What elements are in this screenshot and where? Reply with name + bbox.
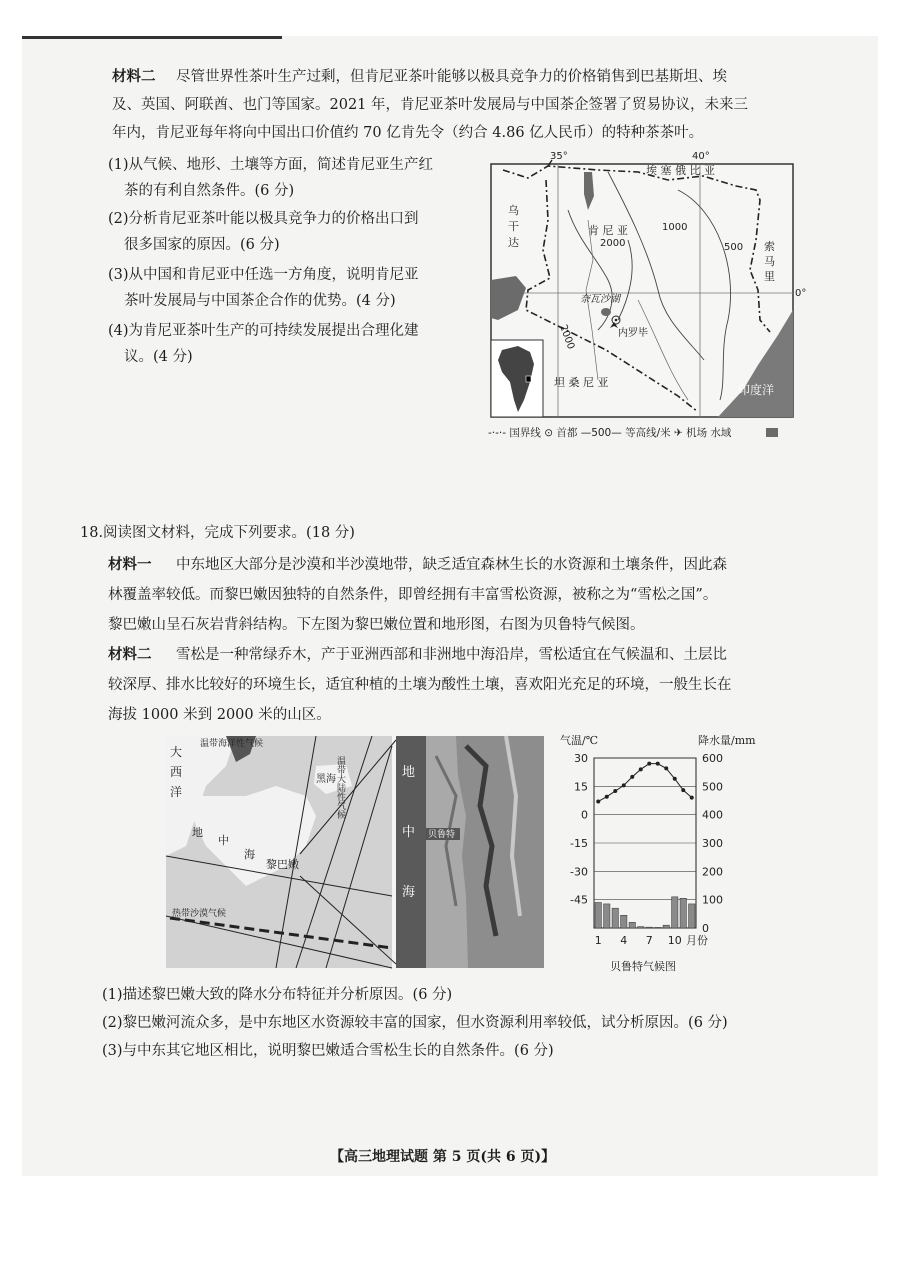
q17-sub1-line2: 茶的有利自然条件。(6 分) [124,183,295,199]
chart-temperature-point [647,762,651,766]
somalia-label-3: 里 [764,270,775,283]
q17-material2-line1: 尽管世界性茶叶生产过剩，但肯尼亚茶叶能够以极具竞争力的价格销售到巴基斯坦、埃 [176,69,727,85]
chart-temperature-point [673,777,677,781]
chart-temperature-point [656,762,660,766]
chart-right-tick-label: 400 [702,808,723,822]
capital-symbol-dot [615,319,618,322]
tanzania-label: 坦 桑 尼 亚 [554,376,609,389]
chart-temperature-point [613,789,617,793]
beirut-climate-chart [554,732,780,978]
chart-precip-bar [629,922,635,928]
med-label-1: 地 [192,826,203,839]
chart-precip-bar [638,927,644,928]
black-sea-label: 黑海 [316,774,336,785]
chart-x-tick-label: 1 [594,934,602,947]
connector-line-bottom [300,876,396,964]
chart-left-axis-label: 气温/℃ [560,734,599,747]
temperate-maritime-label: 温带海洋性气候 [200,739,264,749]
atlantic-label-1: 大 [170,745,183,759]
kenya-map-legend: -·-·- 国界线 ⊙ 首都 —500— 等高线/米 ✈ 机场 水域 [488,427,732,439]
med-label-3: 海 [244,848,255,861]
beirut-label: 贝鲁特 [428,830,456,840]
lon-35-label: 35° [550,151,568,162]
chart-title: 贝鲁特气候图 [610,960,676,973]
chart-precip-bar [680,898,686,928]
ethiopia-label: 埃 塞 俄 比 亚 [646,164,715,177]
q17-sub4-line2: 议。(4 分) [124,349,193,365]
chart-precip-bar [612,908,618,928]
lat-0-label: 0° [795,288,807,299]
relief-sea-label-3: 海 [402,885,416,900]
q18-sub3: (3)与中东其它地区相比，说明黎巴嫩适合雪松生长的自然条件。(6 分) [102,1043,554,1059]
q17-sub2-line2: 很多国家的原因。(6 分) [124,237,280,253]
kenya-map [488,150,807,450]
chart-precip-bar [672,897,678,928]
q18-intro: 18.阅读图文材料，完成下列要求。(18 分) [80,525,355,541]
chart-temperature-point [664,766,668,770]
relief-sea-label-2: 中 [402,825,416,840]
chart-left-tick-label: 15 [574,780,588,794]
q17-sub4-line1: (4)为肯尼亚茶叶生产的可持续发展提出合理化建 [108,323,419,339]
chart-right-tick-label: 100 [702,893,723,907]
chart-right-tick-label: 0 [702,922,709,935]
somalia-label-1: 索 [764,240,775,253]
atlantic-label-3: 洋 [170,785,183,799]
chart-right-tick-label: 300 [702,837,723,850]
chart-temperature-point [639,767,643,771]
lebanon-relief-map [396,736,544,968]
q18-material2-label: 材料二 [108,646,152,663]
chart-temperature-point [690,796,694,800]
chart-right-tick-label: 200 [702,865,723,879]
desert-climate-label: 热带沙漠气候 [172,909,227,919]
relief-sea-label-1: 地 [402,765,416,780]
chart-left-tick-label: -30 [570,865,588,879]
contour-2000-label-a: 2000 [600,238,626,249]
q18-material2-line3: 海拔 1000 米到 2000 米的山区。 [108,707,331,723]
q18-sub2: (2)黎巴嫩河流众多，是中东地区水资源较丰富的国家，但水资源利用率较低，试分析原因。(6 分) [102,1015,728,1031]
q18-material1-label: 材料一 [108,556,152,573]
map-connector-lines [300,736,400,968]
q17-material2-line3: 年内，肯尼亚每年将向中国出口价值约 70 亿肯先令（约合 4.86 亿人民币）的特种茶茶叶。 [112,125,704,141]
q18-sub1: (1)描述黎巴嫩大致的降水分布特征并分析原因。(6 分) [102,987,453,1003]
page-footer: 【高三地理试题 第 5 页(共 6 页)】 [330,1149,556,1165]
q17-material2-label: 材料二 [112,68,156,85]
contour-1000-label: 1000 [662,222,688,233]
chart-temperature-point [681,788,685,792]
q18-material2-line1: 雪松是一种常绿乔木，产于亚洲西部和非洲地中海沿岸，雪松适宜在气候温和、土层比 [176,647,727,663]
q17-sub3-line2: 茶叶发展局与中国茶企合作的优势。(4 分) [124,293,396,309]
q18-material1-line3: 黎巴嫩山呈石灰岩背斜结构。下左图为黎巴嫩位置和地形图，右图为贝鲁特气候图。 [108,617,645,633]
naivasha-lake-label: 奈瓦沙湖 [580,294,620,305]
uganda-label-2: 干 [508,220,519,233]
chart-x-tick-label: 10 [667,934,682,947]
contour-500-label: 500 [724,242,744,253]
chart-temperature-point [605,795,609,799]
chart-temperature-point [630,775,634,779]
q17-sub2-line1: (2)分析肯尼亚茶叶能以极具竞争力的价格出口到 [108,211,419,227]
q17-sub1-line1: (1)从气候、地形、土壤等方面，简述肯尼亚生产红 [108,157,434,173]
chart-precip-bar [621,915,627,928]
chart-right-tick-label: 600 [702,752,723,765]
q17-sub3-line1: (3)从中国和肯尼亚中任选一方角度，说明肯尼亚 [108,267,419,283]
q17-material2-line2: 及、英国、阿联酋、也门等国家。2021 年，肯尼亚茶叶发展局与中国茶企签署了贸易协议，未来三 [112,97,749,113]
chart-left-tick-label: 0 [581,808,588,822]
chart-precip-bar [604,904,610,928]
chart-precip-bar [595,903,601,929]
scan-edge-line [22,36,282,39]
med-label-2: 中 [218,834,229,847]
uganda-label-1: 乌 [508,204,519,217]
chart-right-axis-label: 降水量/mm [698,734,756,747]
q18-material1-line2: 林覆盖率较低。而黎巴嫩因独特的自然条件，即曾经拥有丰富雪松资源，被称之为“雪松之国”。 [108,587,718,603]
q18-material2-line2: 较深厚、排水比较好的环境生长，适宜种植的土壤为酸性土壤，喜欢阳光充足的环境，一般生长在 [108,677,732,693]
chart-temperature-point [596,799,600,803]
contour-2000-label-b: 2000 [557,323,577,351]
chart-precip-bar [689,904,695,928]
nairobi-label: 内罗毕 [618,328,648,339]
chart-precip-bar [646,927,652,928]
chart-x-axis-label: 月份 [686,934,708,947]
atlantic-label-2: 西 [170,765,183,779]
indian-ocean-label: 印度洋 [738,383,775,397]
chart-right-tick-label: 500 [702,780,723,794]
chart-temperature-point [622,783,626,787]
q18-material1-line1: 中东地区大部分是沙漠和半沙漠地带，缺乏适宜森林生长的水资源和土壤条件，因此森 [176,557,727,573]
chart-left-tick-label: -45 [570,893,588,907]
chart-x-tick-label: 4 [620,934,628,947]
chart-precip-bar [663,925,669,928]
kenya-label: 肯 尼 亚 [588,224,628,237]
uganda-label-3: 达 [508,236,519,249]
connector-line-top [300,740,396,854]
lebanon-label: 黎巴嫩 [266,858,299,871]
legend-water-swatch [766,428,778,437]
chart-x-tick-label: 7 [645,934,653,947]
chart-precip-bar [655,927,661,928]
chart-left-tick-label: 30 [574,752,588,765]
naivasha-lake-water [601,308,611,316]
lon-40-label: 40° [692,151,710,162]
chart-temperature-line [598,764,692,802]
chart-left-tick-label: -15 [570,837,588,850]
somalia-label-2: 马 [764,255,775,268]
temperate-continental-label: 温带大陆性气候 [335,756,345,819]
africa-inset-kenya-marker [526,376,531,382]
